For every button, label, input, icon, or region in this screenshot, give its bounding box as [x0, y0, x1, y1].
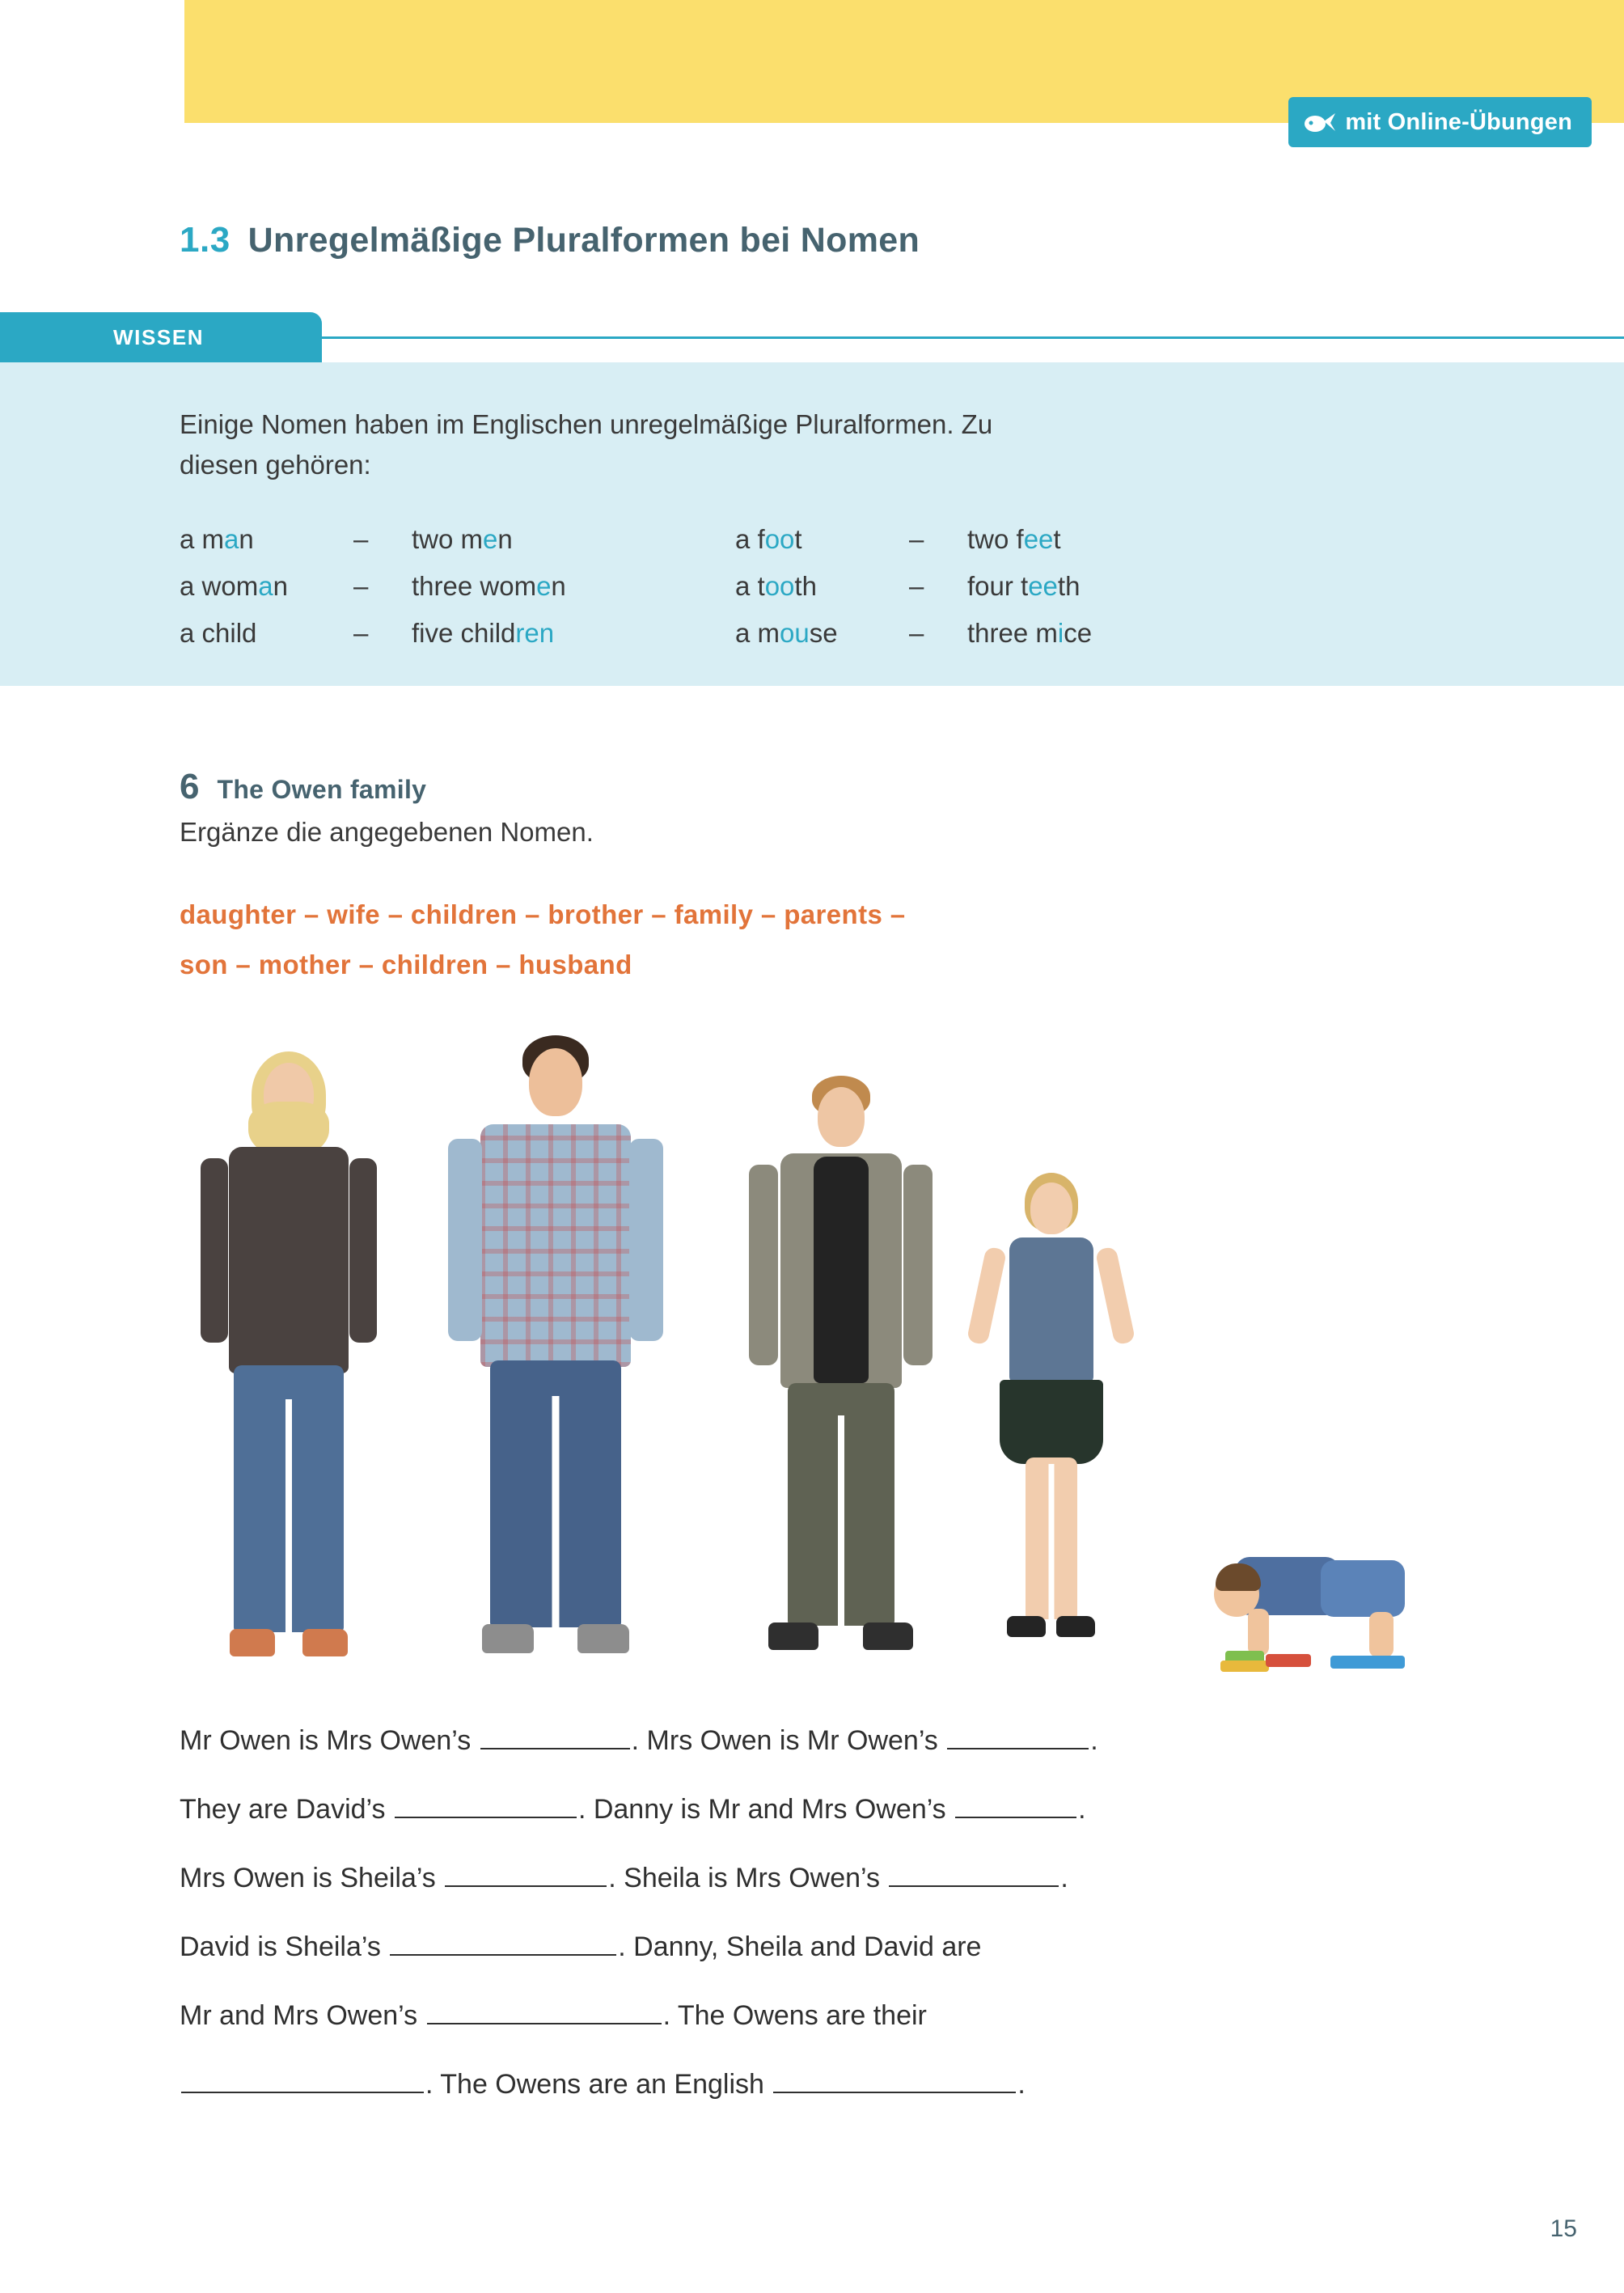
wissen-intro-line1: Einige Nomen haben im Englischen unregelmäßige Pluralformen. Zu [180, 409, 993, 439]
gapfill-text: . [1017, 2069, 1026, 2100]
header-white-strip [0, 0, 184, 123]
singular-right: a foot [735, 524, 802, 554]
gapfill-text: Mr Owen is Mrs Owen’s [180, 1725, 479, 1756]
singular-left: a woman [180, 571, 288, 601]
chapter-number: 1.3 [180, 220, 230, 260]
gapfill-text: . The Owens are an English [425, 2069, 772, 2100]
word-bank-line-2: son – mother – children – husband [180, 950, 632, 979]
page-number: 15 [1550, 2215, 1577, 2242]
wissen-rule [322, 336, 1624, 339]
gapfill-line [180, 1707, 1490, 1775]
plural-left: two men [412, 524, 513, 554]
figure-father [446, 1035, 665, 1674]
gapfill-blank[interactable] [181, 2064, 424, 2093]
gapfill-blank[interactable] [955, 1789, 1076, 1818]
gapfill-text: . [1078, 1794, 1086, 1825]
gapfill-line [180, 1844, 1490, 1913]
wissen-tab [0, 312, 322, 362]
gapfill-line [180, 2050, 1490, 2119]
gapfill-text: . [1060, 1863, 1068, 1893]
figure-mother [196, 1051, 382, 1674]
word-bank-line-1: daughter – wife – children – brother – family – parents – [180, 899, 906, 929]
gapfill-text: . Danny is Mr and Mrs Owen’s [577, 1794, 954, 1825]
mouse-icon [1301, 110, 1337, 134]
gapfill-line [180, 1913, 1490, 1982]
gapfill-text: Mrs Owen is Sheila’s [180, 1863, 444, 1893]
gapfill-blank[interactable] [889, 1858, 1059, 1887]
gapfill-text: . Sheila is Mrs Owen’s [608, 1863, 888, 1893]
gapfill-blank[interactable] [445, 1858, 607, 1887]
gapfill-text: . Mrs Owen is Mr Owen’s [631, 1725, 946, 1756]
singular-left: a man [180, 524, 254, 554]
gapfill-exercise [180, 1707, 1490, 2119]
dash-left: – [353, 618, 369, 648]
irregular-plurals-table [180, 516, 1092, 657]
exercise-number: 6 [180, 767, 200, 806]
gapfill-text: . [1090, 1725, 1098, 1756]
plural-left: three women [412, 571, 566, 601]
gapfill-text: . Danny, Sheila and David are [618, 1931, 982, 1962]
exercise-instruction: Ergänze die angegebenen Nomen. [180, 817, 594, 847]
gapfill-line [180, 1775, 1490, 1844]
dash-right: – [909, 618, 924, 648]
plural-left: five children [412, 618, 555, 648]
figure-daughter [976, 1173, 1126, 1674]
gapfill-blank[interactable] [427, 1995, 662, 2024]
online-exercises-badge[interactable] [1288, 97, 1592, 147]
gapfill-blank[interactable] [390, 1927, 616, 1956]
dash-right: – [909, 571, 924, 601]
singular-left: a child [180, 618, 257, 648]
gapfill-line [180, 1982, 1490, 2050]
figure-teen-son [746, 1076, 936, 1674]
wissen-tab-label: WISSEN [113, 325, 205, 349]
dash-left: – [353, 571, 369, 601]
gapfill-blank[interactable] [395, 1789, 577, 1818]
gapfill-blank[interactable] [480, 1720, 630, 1749]
gapfill-text: David is Sheila’s [180, 1931, 389, 1962]
online-badge-label: mit Online-Übungen [1345, 108, 1572, 135]
wissen-intro [180, 404, 1312, 485]
gapfill-blank[interactable] [773, 2064, 1016, 2093]
gapfill-text: Mr and Mrs Owen’s [180, 2000, 425, 2031]
exercise-heading [180, 767, 426, 807]
gapfill-text: . The Owens are their [662, 2000, 927, 2031]
exercise-title: The Owen family [217, 775, 427, 804]
figure-toddler [1178, 1525, 1421, 1674]
table-row [180, 563, 1092, 610]
dash-right: – [909, 524, 924, 554]
wissen-intro-line2: diesen gehören: [180, 450, 371, 480]
singular-right: a mouse [735, 618, 838, 648]
table-row [180, 516, 1092, 563]
word-bank [180, 890, 1191, 990]
plural-right: three mice [967, 618, 1093, 648]
plural-right: two feet [967, 524, 1061, 554]
table-row [180, 610, 1092, 657]
gapfill-text: They are David’s [180, 1794, 393, 1825]
gapfill-blank[interactable] [947, 1720, 1089, 1749]
chapter-title: Unregelmäßige Pluralformen bei Nomen [247, 221, 920, 260]
page-title [180, 220, 920, 260]
dash-left: – [353, 524, 369, 554]
plural-right: four teeth [967, 571, 1081, 601]
singular-right: a tooth [735, 571, 817, 601]
family-photo [180, 1011, 1441, 1674]
